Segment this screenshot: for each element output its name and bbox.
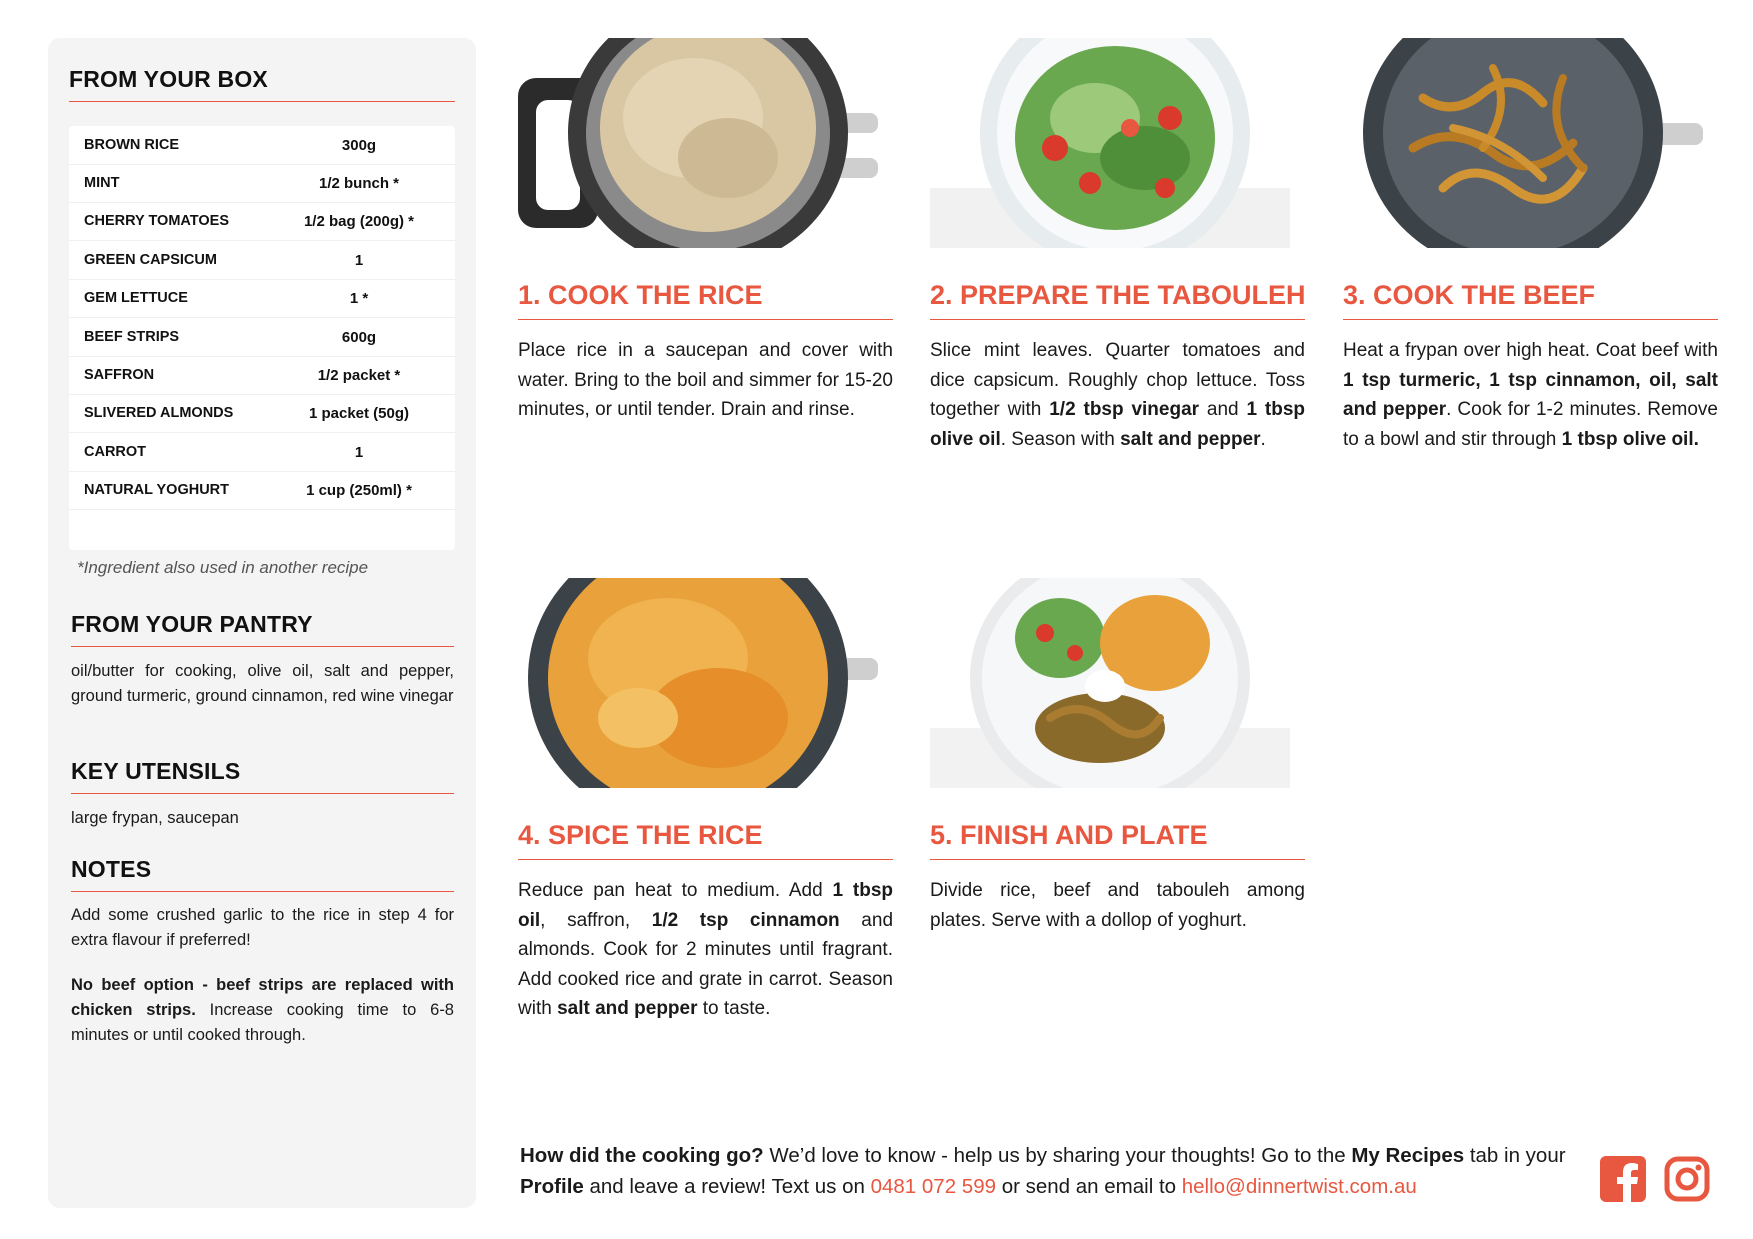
feedback-text: tab in your [1464, 1144, 1566, 1167]
feedback-text: and leave a review! Text us on [583, 1175, 871, 1198]
ingredient-name: BROWN RICE [84, 137, 180, 153]
step-4-text-part: , saffron, [540, 909, 652, 931]
ingredient-row [69, 279, 455, 318]
step-2-title: 2. PREPARE THE TABOULEH [930, 280, 1305, 320]
key-utensils-heading: KEY UTENSILS [71, 758, 454, 794]
step-2-text-part: Slice mint leaves. Quarter tomatoes and dice capsicum. Roughly chop lettuce. Toss together with [930, 340, 1305, 420]
profile-link[interactable]: Profile [520, 1175, 584, 1198]
step-4-bold: 1 tbsp oil [518, 880, 894, 931]
from-your-box-heading: FROM YOUR BOX [69, 66, 455, 102]
phone-number-link[interactable]: 0481 072 599 [870, 1175, 996, 1198]
step-3-text-part: Heat a frypan over high heat. Coat beef with [1343, 340, 1718, 361]
ingredient-quantity: 1 cup (250ml) * [306, 481, 412, 499]
step-4-bold: 1/2 tsp cinnamon [651, 909, 840, 931]
step-4-bold: salt and pepper [557, 998, 698, 1019]
step-2-bold: salt and pepper [1120, 428, 1261, 450]
feedback-footer [520, 1140, 1580, 1202]
step-3-title: 3. COOK THE BEEF [1343, 280, 1718, 320]
ingredient-quantity: 1/2 bunch * [318, 174, 400, 192]
ingredient-footnote: *Ingredient also used in another recipe [77, 558, 369, 577]
step-3-bold: 1 tbsp olive oil. [1561, 428, 1699, 450]
plated-dish-image [930, 578, 1290, 788]
step-4-text [518, 876, 893, 1024]
no-beef-note-bold: No beef option - beef strips are replaced with chicken strips. [71, 976, 454, 1019]
instagram-icon[interactable] [1664, 1156, 1710, 1207]
step-2-text [930, 336, 1305, 454]
ingredient-name: GREEN CAPSICUM [84, 252, 217, 268]
step-5-title: 5. FINISH AND PLATE [930, 820, 1305, 860]
ingredient-row [69, 241, 455, 280]
step-3-text-part: . Cook for 1-2 minutes. Remove to a bowl and stir through [1343, 399, 1719, 450]
step-2-text-part: . [1260, 428, 1266, 450]
step-4-text-part: to taste. [697, 998, 771, 1019]
step-4-title: 4. SPICE THE RICE [518, 820, 893, 860]
ingredient-quantity: 600g [341, 328, 377, 346]
step-4-text-part: and almonds. Cook for 2 minutes until fragrant. Add cooked rice and grate in carrot. Season with [518, 909, 894, 1019]
ingredient-name: SLIVERED ALMONDS [84, 405, 234, 421]
ingredient-quantity: 1 [354, 443, 364, 461]
ingredient-row [69, 394, 455, 433]
ingredient-quantity: 300g [341, 136, 377, 154]
notes-text: Add some crushed garlic to the rice in step 4 for extra flavour if preferred! [71, 906, 454, 949]
from-your-pantry-heading: FROM YOUR PANTRY [71, 611, 454, 647]
ingredient-name: MINT [84, 175, 120, 191]
ingredient-quantity: 1 packet (50g) [308, 404, 410, 422]
ingredient-name: BEEF STRIPS [84, 329, 180, 345]
step-1-title: 1. COOK THE RICE [518, 280, 893, 320]
ingredients-sidebar [48, 38, 476, 1208]
pantry-text: oil/butter for cooking, olive oil, salt and pepper, ground turmeric, ground cinnamon, red wine vinegar [71, 662, 454, 705]
ingredient-row [69, 126, 455, 165]
step-4-text-part: Reduce pan heat to medium. Add [518, 880, 833, 901]
my-recipes-link[interactable]: My Recipes [1351, 1144, 1465, 1167]
ingredient-row [69, 471, 455, 510]
ingredient-name: CHERRY TOMATOES [84, 213, 230, 229]
step-1-text [518, 336, 893, 425]
no-beef-note-text: Increase cooking time to 6-8 minutes or until cooked through. [71, 1001, 454, 1044]
ingredient-name: CARROT [84, 444, 147, 460]
step-3-bold: 1 tsp turmeric, 1 tsp cinnamon, oil, salt and pepper [1343, 369, 1718, 420]
ingredient-row [69, 202, 455, 241]
step-2-text-part: and [1199, 399, 1247, 420]
ingredient-quantity: 1/2 bag (200g) * [303, 212, 415, 230]
ingredient-quantity: 1 [354, 251, 364, 269]
step-3-text [1343, 336, 1718, 454]
spiced-rice-pan-image [518, 578, 878, 788]
step-2-text-part: . Season with [1000, 428, 1121, 450]
beef-frypan-image [1343, 38, 1703, 248]
ingredient-name: SAFFRON [84, 367, 155, 383]
step-5-text-part: Divide rice, beef and tabouleh among plates. Serve with a dollop of yoghurt. [930, 880, 1305, 931]
step-2-bold: 1 tbsp olive oil [930, 399, 1305, 450]
no-beef-note [71, 973, 454, 1048]
ingredient-name: GEM LETTUCE [84, 290, 188, 306]
feedback-text: We’d love to know - help us by sharing your thoughts! Go to the [763, 1144, 1352, 1167]
feedback-text: or send an email to [996, 1175, 1182, 1198]
ingredient-row [69, 433, 455, 472]
step-1-text-part: Place rice in a saucepan and cover with water. Bring to the boil and simmer for 15-20 minutes, or until tender. Drain and rinse. [518, 340, 893, 420]
notes-heading: NOTES [71, 856, 454, 892]
utensils-text: large frypan, saucepan [71, 809, 239, 827]
email-link[interactable]: hello@dinnertwist.com.au [1181, 1175, 1417, 1198]
ingredient-quantity: 1 * [349, 289, 369, 307]
ingredients-table [69, 126, 455, 550]
rice-strainer-image [518, 38, 878, 248]
tabouleh-bowl-image [930, 38, 1290, 248]
ingredient-row [69, 164, 455, 203]
facebook-icon[interactable] [1600, 1156, 1646, 1207]
step-2-bold: 1/2 tbsp vinegar [1049, 399, 1200, 420]
ingredient-quantity: 1/2 packet * [317, 366, 401, 384]
ingredient-name: NATURAL YOGHURT [84, 482, 229, 498]
ingredient-row [69, 318, 455, 357]
ingredient-row [69, 356, 455, 395]
step-5-text [930, 876, 1305, 935]
feedback-question: How did the cooking go? [520, 1144, 764, 1167]
